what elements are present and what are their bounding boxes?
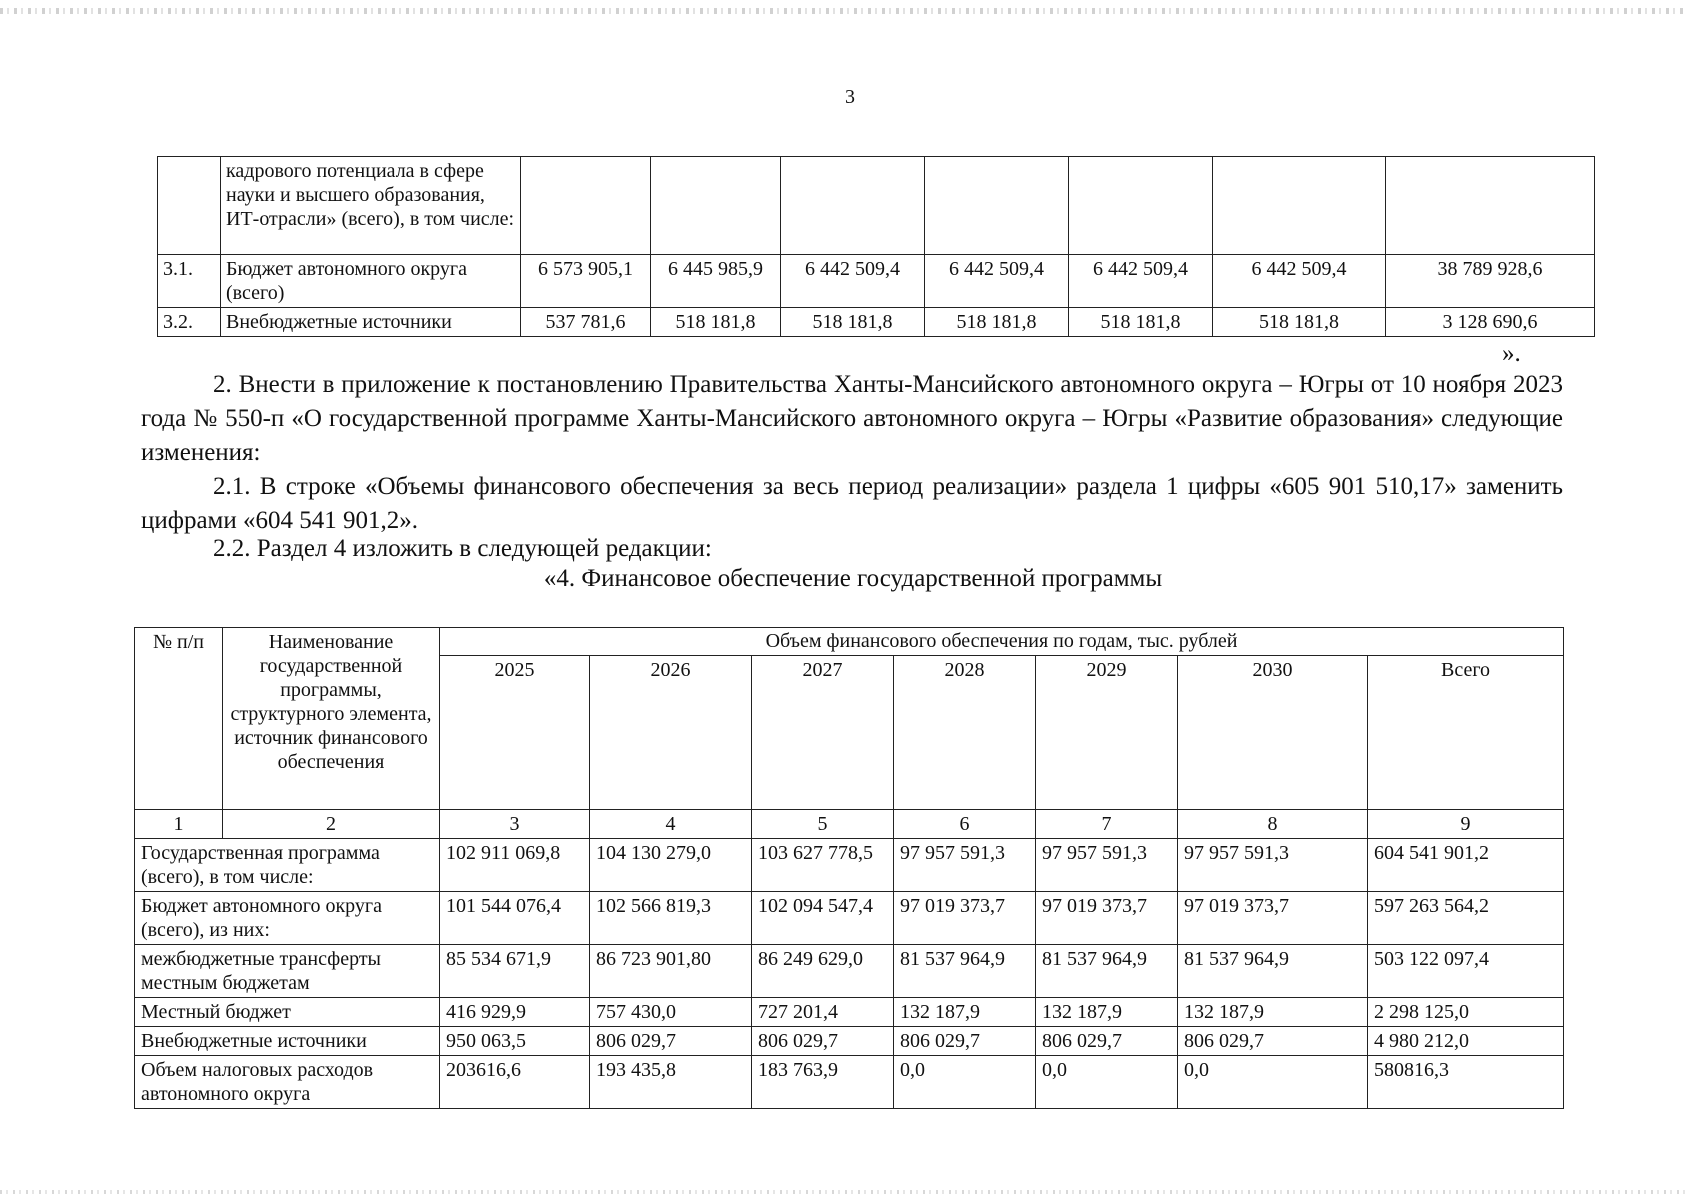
header-year: 2028 xyxy=(894,656,1036,810)
paragraph-2: 2. Внести в приложение к постановлению Правительства Ханты-Мансийского автономного округа – Югры от 10 ноября 2023 года № 550-п «О государственной программе Ханты-Мансийского автономного округа – Югры «Развитие образования» следующие изменения: xyxy=(141,371,1563,466)
cell-value: 86 723 901,80 xyxy=(590,945,752,998)
cell-value: 102 094 547,4 xyxy=(752,892,894,945)
cell-value: 3 128 690,6 xyxy=(1386,308,1595,337)
paragraph-2-1: 2.1. В строке «Объемы финансового обеспечения за весь период реализации» раздела 1 цифры «605 901 510,17» заменить цифрами «604 541 901,2». xyxy=(141,473,1563,534)
cell-value: 518 181,8 xyxy=(651,308,781,337)
cell-value: 6 445 985,9 xyxy=(651,255,781,308)
cell-value: 193 435,8 xyxy=(590,1056,752,1109)
cell-num: 3.1. xyxy=(158,255,221,308)
col-index: 8 xyxy=(1178,810,1368,839)
cell-value: 950 063,5 xyxy=(440,1027,590,1056)
cell-value: 537 781,6 xyxy=(521,308,651,337)
page-number: 3 xyxy=(845,86,855,108)
col-index: 2 xyxy=(223,810,440,839)
cell-value: 597 263 564,2 xyxy=(1368,892,1564,945)
header-year: 2026 xyxy=(590,656,752,810)
cell-value: 604 541 901,2 xyxy=(1368,839,1564,892)
cell-label: кадрового потенциала в сфере науки и высшего образования, ИТ-отрасли» (всего), в том числе: xyxy=(221,157,521,255)
row-label: межбюджетные трансферты местным бюджетам xyxy=(135,945,440,998)
cell-value: 104 130 279,0 xyxy=(590,839,752,892)
cell-value: 102 566 819,3 xyxy=(590,892,752,945)
cell-value: 97 019 373,7 xyxy=(1036,892,1178,945)
header-group: Объем финансового обеспечения по годам, тыс. рублей xyxy=(440,628,1564,656)
cell-value: 203616,6 xyxy=(440,1056,590,1109)
scan-edge-top xyxy=(0,8,1686,14)
cell-value: 0,0 xyxy=(1036,1056,1178,1109)
cell-value: 101 544 076,4 xyxy=(440,892,590,945)
header-year: 2025 xyxy=(440,656,590,810)
cell-value: 97 957 591,3 xyxy=(1178,839,1368,892)
col-index: 4 xyxy=(590,810,752,839)
cell-value: 518 181,8 xyxy=(781,308,925,337)
row-label: Местный бюджет xyxy=(135,998,440,1027)
financing-table xyxy=(134,627,1564,1109)
cell-value: 97 957 591,3 xyxy=(1036,839,1178,892)
cell-value: 86 249 629,0 xyxy=(752,945,894,998)
cell-value: 85 534 671,9 xyxy=(440,945,590,998)
cell-value: 132 187,9 xyxy=(1178,998,1368,1027)
cell-value: 4 980 212,0 xyxy=(1368,1027,1564,1056)
header-name: Наименование государственной программы, структурного элемента, источник финансового обеспечения xyxy=(223,628,440,810)
cell-value: 6 442 509,4 xyxy=(1069,255,1213,308)
cell-value: 416 929,9 xyxy=(440,998,590,1027)
cell-value: 806 029,7 xyxy=(894,1027,1036,1056)
cell-value: 97 957 591,3 xyxy=(894,839,1036,892)
table-row xyxy=(135,945,1564,998)
cell-value: 6 573 905,1 xyxy=(521,255,651,308)
cell-value: 132 187,9 xyxy=(894,998,1036,1027)
table-row xyxy=(135,1027,1564,1056)
cell-value: 102 911 069,8 xyxy=(440,839,590,892)
closing-quote: ». xyxy=(1502,340,1521,367)
cell-value: 806 029,7 xyxy=(590,1027,752,1056)
table-top-continuation xyxy=(157,156,1595,337)
cell-value: 2 298 125,0 xyxy=(1368,998,1564,1027)
cell-value: 518 181,8 xyxy=(925,308,1069,337)
cell-value: 0,0 xyxy=(894,1056,1036,1109)
cell-value: 518 181,8 xyxy=(1069,308,1213,337)
col-index: 1 xyxy=(135,810,223,839)
cell-value: 81 537 964,9 xyxy=(1178,945,1368,998)
table-row xyxy=(135,1056,1564,1109)
table-row xyxy=(135,839,1564,892)
cell-value: 103 627 778,5 xyxy=(752,839,894,892)
row-label: Государственная программа (всего), в том числе: xyxy=(135,839,440,892)
cell-value: 806 029,7 xyxy=(1036,1027,1178,1056)
cell-value: 183 763,9 xyxy=(752,1056,894,1109)
cell-value: 81 537 964,9 xyxy=(1036,945,1178,998)
header-row xyxy=(135,628,1564,656)
paragraph-2-2: 2.2. Раздел 4 изложить в следующей редакции: xyxy=(213,535,712,562)
cell-value: 81 537 964,9 xyxy=(894,945,1036,998)
cell-label: Бюджет автономного округа (всего) xyxy=(221,255,521,308)
cell-value: 757 430,0 xyxy=(590,998,752,1027)
section-heading: «4. Финансовое обеспечение государственной программы xyxy=(543,565,1163,592)
table-row xyxy=(158,308,1595,337)
table-row xyxy=(158,157,1595,255)
col-index: 5 xyxy=(752,810,894,839)
cell-value: 97 019 373,7 xyxy=(894,892,1036,945)
cell-value: 503 122 097,4 xyxy=(1368,945,1564,998)
row-label: Бюджет автономного округа (всего), из них: xyxy=(135,892,440,945)
cell-value: 806 029,7 xyxy=(1178,1027,1368,1056)
row-label: Внебюджетные источники xyxy=(135,1027,440,1056)
col-index: 6 xyxy=(894,810,1036,839)
table-row xyxy=(135,998,1564,1027)
cell-num: 3.2. xyxy=(158,308,221,337)
index-row xyxy=(135,810,1564,839)
cell-value: 6 442 509,4 xyxy=(781,255,925,308)
col-index: 7 xyxy=(1036,810,1178,839)
header-year: 2027 xyxy=(752,656,894,810)
scan-edge-bottom xyxy=(0,1190,1686,1194)
cell-value: 97 019 373,7 xyxy=(1178,892,1368,945)
cell-value: 6 442 509,4 xyxy=(925,255,1069,308)
cell-value: 727 201,4 xyxy=(752,998,894,1027)
table-row xyxy=(135,892,1564,945)
cell-value: 518 181,8 xyxy=(1213,308,1386,337)
cell-num xyxy=(158,157,221,255)
cell-value: 6 442 509,4 xyxy=(1213,255,1386,308)
cell-value: 806 029,7 xyxy=(752,1027,894,1056)
cell-value: 38 789 928,6 xyxy=(1386,255,1595,308)
col-index: 9 xyxy=(1368,810,1564,839)
header-num: № п/п xyxy=(135,628,223,810)
col-index: 3 xyxy=(440,810,590,839)
cell-label: Внебюджетные источники xyxy=(221,308,521,337)
cell-value: 0,0 xyxy=(1178,1056,1368,1109)
table-row xyxy=(158,255,1595,308)
header-year: 2030 xyxy=(1178,656,1368,810)
cell-value: 132 187,9 xyxy=(1036,998,1178,1027)
header-year: 2029 xyxy=(1036,656,1178,810)
header-total: Всего xyxy=(1368,656,1564,810)
cell-value: 580816,3 xyxy=(1368,1056,1564,1109)
row-label: Объем налоговых расходов автономного округа xyxy=(135,1056,440,1109)
